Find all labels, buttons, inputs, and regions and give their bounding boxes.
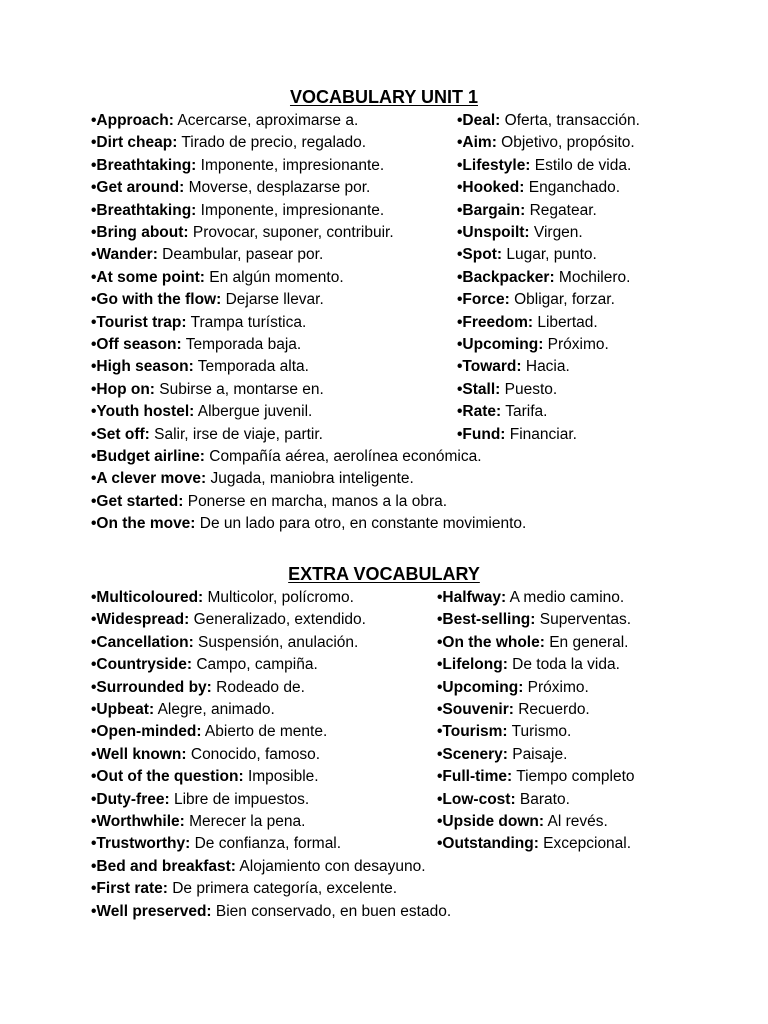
vocab-term: •Multicoloured: (91, 589, 204, 606)
vocab-entry (91, 179, 370, 197)
vocab-entry (91, 656, 318, 674)
vocab-definition: De confianza, formal. (190, 835, 342, 853)
vocab-row (0, 336, 768, 358)
vocab-definition: En algún momento. (204, 268, 344, 286)
vocab-entry (437, 656, 620, 674)
vocab-row (0, 880, 768, 902)
vocab-entry (91, 634, 358, 652)
vocab-definition: Provocar, suponer, contribuir. (188, 224, 394, 241)
vocab-definition: Obligar, forzar. (509, 291, 615, 309)
vocab-definition: Libertad. (533, 313, 598, 331)
vocab-entry (91, 336, 301, 354)
vocab-entry (457, 179, 620, 197)
vocab-definition: Alojamiento con desayuno. (235, 857, 426, 875)
vocab-term: •Full-time: (437, 768, 513, 786)
vocab-term: •High season: (91, 358, 194, 376)
vocab-definition: De un lado para otro, en constante movimiento. (195, 515, 527, 533)
vocab-definition: Superventas. (535, 611, 632, 629)
vocab-definition: Regatear. (525, 201, 597, 219)
vocab-definition: Salir, irse de viaje, partir. (149, 425, 323, 443)
vocab-entry (437, 634, 629, 652)
vocab-entry (457, 403, 547, 421)
vocab-entry (91, 314, 306, 332)
vocab-term: •Breathtaking: (91, 201, 197, 219)
vocab-row (0, 448, 768, 470)
vocab-term: •Approach: (91, 112, 174, 129)
vocab-row (0, 746, 768, 768)
vocab-term: •Stall: (457, 380, 501, 398)
vocab-entry (91, 880, 397, 898)
vocab-term: •Trustworthy: (91, 835, 191, 853)
vocab-definition: Objetivo, propósito. (496, 134, 635, 152)
vocab-term: •Get started: (91, 492, 184, 510)
vocab-term: •Unspoilt: (457, 224, 530, 241)
vocab-definition: Mochilero. (554, 268, 631, 286)
vocab-entry (437, 768, 635, 786)
vocab-entry (437, 611, 631, 629)
vocab-term: •Budget airline: (91, 448, 205, 465)
vocab-row (0, 426, 768, 448)
vocab-term: •Souvenir: (437, 701, 514, 718)
vocab-entry (91, 768, 319, 786)
vocab-term: •Aim: (457, 134, 497, 152)
vocab-row (0, 515, 768, 537)
vocab-row (0, 291, 768, 313)
vocab-row (0, 112, 768, 134)
vocab-definition: Compañía aérea, aerolínea económica. (204, 448, 482, 465)
vocab-term: •Low-cost: (437, 790, 516, 808)
vocab-entry (91, 515, 526, 533)
vocab-term: •Countryside: (91, 656, 193, 674)
vocab-term: •Hop on: (91, 380, 155, 398)
vocab-entry (91, 835, 341, 853)
vocab-term: •Wander: (91, 246, 158, 264)
vocab-term: •Surrounded by: (91, 678, 212, 696)
vocab-definition: Merecer la pena. (184, 813, 306, 830)
vocab-term: •Widespread: (91, 611, 190, 629)
vocab-term: •Well known: (91, 745, 187, 763)
vocab-term: •Hooked: (457, 179, 525, 197)
vocab-entry (91, 269, 344, 287)
vocab-definition: Bien conservado, en buen estado. (211, 902, 452, 920)
vocab-row (0, 314, 768, 336)
vocab-definition: De toda la vida. (507, 656, 620, 674)
vocab-entry (457, 291, 615, 309)
vocab-row (0, 903, 768, 925)
section-title: VOCABULARY UNIT 1 (289, 87, 478, 107)
vocab-definition: Jugada, maniobra inteligente. (206, 470, 414, 488)
vocab-entry (91, 246, 323, 264)
vocab-term: •Tourist trap: (91, 313, 187, 331)
vocab-term: •Open-minded: (91, 723, 202, 741)
vocab-entry (457, 202, 597, 220)
vocab-row (0, 470, 768, 492)
vocab-definition: Imponente, impresionante. (196, 201, 385, 219)
vocab-entry (91, 589, 354, 607)
vocab-term: •Get around: (91, 179, 185, 197)
vocab-row (0, 134, 768, 156)
vocab-entry (91, 291, 324, 309)
vocab-row (0, 589, 768, 611)
vocab-term: •Scenery: (437, 745, 508, 763)
vocab-term: •Upside down: (437, 813, 545, 830)
vocab-row (0, 858, 768, 880)
vocab-definition: Temporada alta. (193, 358, 309, 376)
vocab-term: •Spot: (457, 246, 503, 264)
vocab-term: •Youth hostel: (91, 403, 195, 421)
vocab-entry (91, 493, 447, 511)
vocab-entry (437, 791, 570, 809)
vocab-entry (91, 134, 366, 152)
vocab-definition: Oferta, transacción. (500, 112, 640, 129)
vocab-entry (91, 202, 384, 220)
vocab-definition: Paisaje. (507, 745, 568, 763)
vocab-definition: Próximo. (523, 678, 589, 696)
vocab-row (0, 381, 768, 403)
vocab-term: •Rate: (457, 403, 502, 421)
vocab-definition: Recuerdo. (513, 701, 590, 718)
vocab-term: •On the whole: (437, 633, 545, 651)
vocab-entry (91, 426, 323, 444)
vocab-row (0, 791, 768, 813)
vocab-term: •A clever move: (91, 470, 207, 488)
vocab-entry (91, 381, 324, 399)
vocab-term: •Fund: (457, 425, 506, 443)
vocab-term: •On the move: (91, 515, 196, 533)
vocab-definition: Financiar. (505, 425, 577, 443)
vocab-definition: En general. (544, 633, 629, 651)
vocab-definition: Tarifa. (501, 403, 548, 421)
vocab-definition: A medio camino. (506, 589, 625, 606)
vocab-entry (457, 381, 557, 399)
vocab-entry (457, 224, 583, 242)
vocab-term: •Freedom: (457, 313, 534, 331)
vocab-definition: Campo, campiña. (192, 656, 318, 674)
vocab-definition: Excepcional. (538, 835, 632, 853)
vocab-entry (457, 157, 631, 175)
vocab-term: •Upcoming: (437, 678, 524, 696)
vocab-entry (91, 403, 312, 421)
vocab-term: •Best-selling: (437, 611, 536, 629)
vocab-definition: Trampa turística. (186, 313, 307, 331)
vocab-term: •Out of the question: (91, 768, 244, 786)
vocab-entry (91, 157, 384, 175)
vocab-term: •Worthwhile: (91, 813, 185, 830)
vocab-entry (91, 470, 414, 488)
vocab-definition: Suspensión, anulación. (193, 633, 359, 651)
vocab-term: •Tourism: (437, 723, 508, 741)
vocab-entry (91, 813, 305, 831)
vocab-definition: Tirado de precio, regalado. (177, 134, 367, 152)
vocab-row (0, 493, 768, 515)
vocab-term: •Outstanding: (437, 835, 539, 853)
vocab-row (0, 202, 768, 224)
vocab-entry (457, 426, 577, 444)
vocab-entry (91, 701, 275, 719)
vocab-row (0, 358, 768, 380)
vocab-term: •Toward: (457, 358, 522, 376)
vocab-row (0, 611, 768, 633)
vocab-entry (457, 358, 570, 376)
vocab-definition: Multicolor, polícromo. (203, 589, 354, 606)
vocab-definition: Barato. (515, 790, 570, 808)
vocab-term: •First rate: (91, 880, 168, 898)
vocab-term: •At some point: (91, 268, 205, 286)
vocab-definition: Turismo. (507, 723, 572, 741)
vocab-entry (457, 314, 598, 332)
vocab-row (0, 269, 768, 291)
vocab-definition: Moverse, desplazarse por. (184, 179, 371, 197)
vocab-definition: Tiempo completo (512, 768, 635, 786)
vocab-entry (437, 701, 590, 719)
vocab-entry (437, 835, 631, 853)
vocab-entry (91, 448, 482, 466)
vocab-entry (457, 336, 609, 354)
vocab-entry (457, 112, 640, 130)
vocab-entry (91, 746, 320, 764)
vocab-entry (91, 611, 366, 629)
vocab-term: •Go with the flow: (91, 291, 222, 309)
vocab-definition: Lugar, punto. (502, 246, 597, 264)
vocab-definition: Acercarse, aproximarse a. (173, 112, 359, 129)
vocab-definition: Deambular, pasear por. (157, 246, 324, 264)
vocab-definition: Ponerse en marcha, manos a la obra. (183, 492, 448, 510)
vocab-definition: Generalizado, extendido. (189, 611, 366, 629)
vocab-term: •Bring about: (91, 224, 189, 241)
vocab-row (0, 813, 768, 835)
vocab-entry (437, 813, 608, 831)
vocab-entry (91, 358, 309, 376)
vocab-term: •Upcoming: (457, 336, 544, 353)
vocab-definition: Estilo de vida. (530, 156, 632, 174)
vocab-term: •Cancellation: (91, 633, 194, 651)
vocab-definition: Virgen. (529, 224, 583, 241)
vocab-term: •Lifelong: (437, 656, 508, 674)
vocab-row (0, 634, 768, 656)
vocab-term: •Backpacker: (457, 268, 555, 286)
vocab-entry (91, 112, 358, 130)
vocab-term: •Upbeat: (91, 701, 155, 718)
vocab-entry (437, 723, 571, 741)
vocab-row (0, 246, 768, 268)
vocab-term: •Set off: (91, 425, 150, 443)
vocab-entry (437, 746, 567, 764)
vocab-row (0, 679, 768, 701)
section-title: EXTRA VOCABULARY (288, 564, 480, 584)
vocab-term: •Force: (457, 291, 510, 309)
vocab-entry (437, 679, 589, 697)
vocab-definition: Imposible. (243, 768, 319, 786)
vocab-definition: Próximo. (543, 336, 609, 353)
vocab-row (0, 403, 768, 425)
vocab-entry (457, 134, 635, 152)
vocab-definition: Alegre, animado. (154, 701, 275, 718)
vocab-definition: Rodeado de. (211, 678, 305, 696)
vocab-definition: Imponente, impresionante. (196, 156, 385, 174)
vocab-term: •Bargain: (457, 201, 526, 219)
vocab-row (0, 224, 768, 246)
vocab-term: •Off season: (91, 336, 182, 353)
vocab-definition: De primera categoría, excelente. (167, 880, 398, 898)
vocab-row (0, 723, 768, 745)
vocab-term: •Bed and breakfast: (91, 857, 236, 875)
vocab-row (0, 656, 768, 678)
vocab-row (0, 768, 768, 790)
vocab-definition: Dejarse llevar. (221, 291, 324, 309)
vocab-definition: Conocido, famoso. (186, 745, 321, 763)
vocab-entry (457, 269, 630, 287)
vocab-definition: Temporada baja. (181, 336, 302, 353)
vocab-entry (91, 679, 305, 697)
vocab-term: •Deal: (457, 112, 501, 129)
vocab-term: •Dirt cheap: (91, 134, 178, 152)
vocab-entry (437, 589, 624, 607)
vocab-definition: Al revés. (544, 813, 608, 830)
vocab-entry (91, 791, 309, 809)
vocab-row (0, 835, 768, 857)
vocab-definition: Hacia. (521, 358, 570, 376)
vocab-entry (91, 858, 426, 876)
vocab-definition: Puesto. (500, 380, 558, 398)
vocab-definition: Albergue juvenil. (194, 403, 313, 421)
vocab-term: •Lifestyle: (457, 156, 531, 174)
vocab-entry (91, 224, 394, 242)
vocab-definition: Libre de impuestos. (169, 790, 310, 808)
vocab-definition: Abierto de mente. (201, 723, 328, 741)
vocab-term: •Breathtaking: (91, 156, 197, 174)
vocab-entry (457, 246, 597, 264)
vocab-definition: Subirse a, montarse en. (154, 380, 324, 398)
vocab-definition: Enganchado. (524, 179, 621, 197)
vocab-term: •Duty-free: (91, 790, 170, 808)
vocab-row (0, 701, 768, 723)
vocab-term: •Halfway: (437, 589, 507, 606)
vocab-row (0, 157, 768, 179)
vocab-entry (91, 903, 451, 921)
vocab-entry (91, 723, 327, 741)
vocab-term: •Well preserved: (91, 902, 212, 920)
vocab-row (0, 179, 768, 201)
